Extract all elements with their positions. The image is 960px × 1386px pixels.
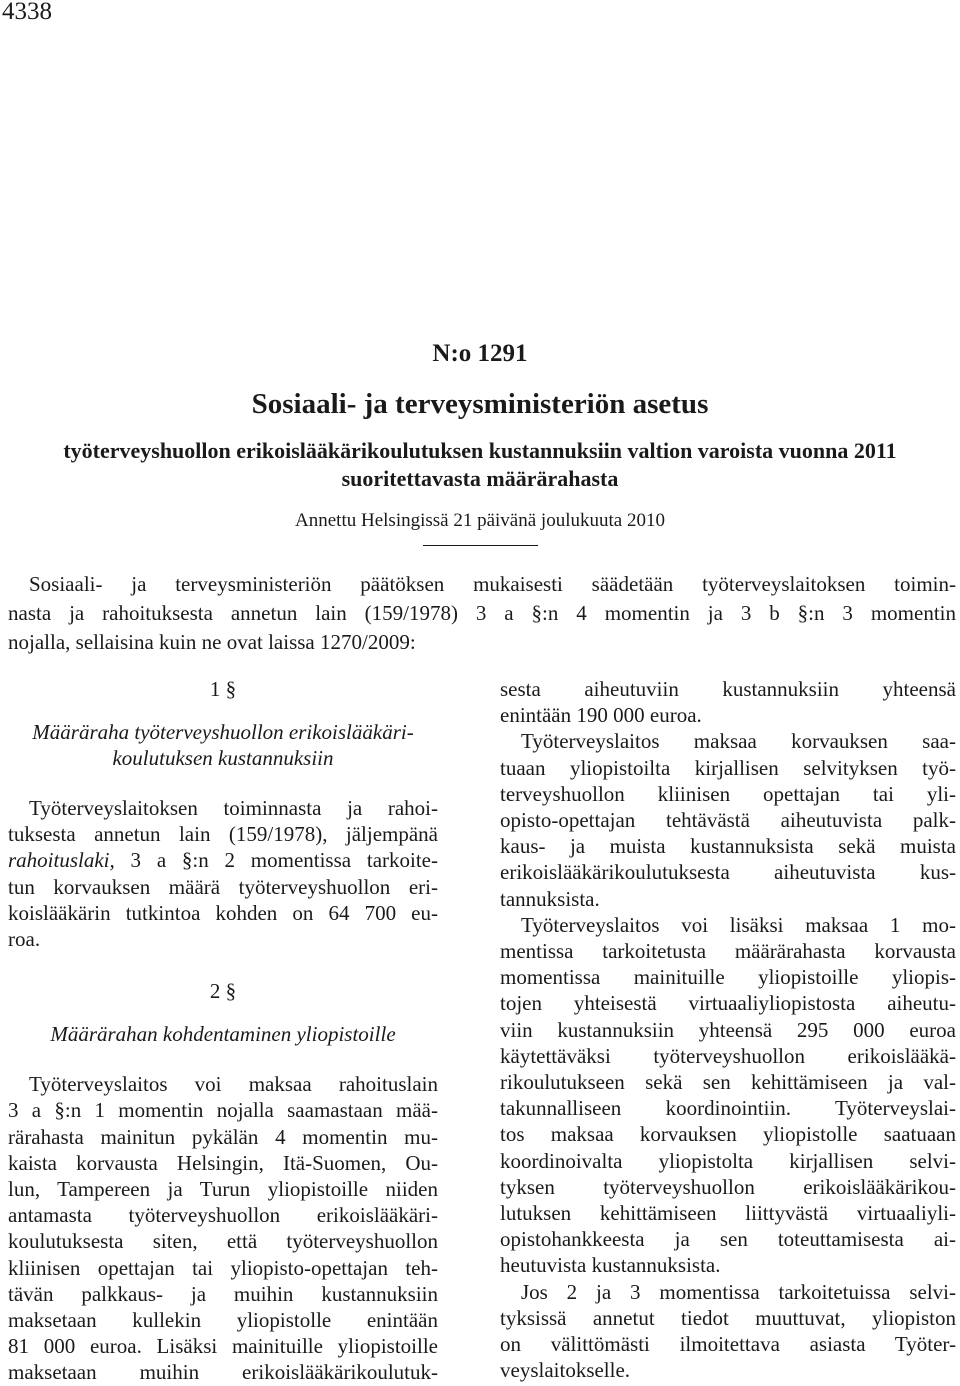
spacer — [8, 1047, 438, 1071]
preamble — [8, 570, 956, 657]
right-column-line: opisto-opettajan tehtävästä aiheutuvista palk- — [500, 808, 956, 833]
right-column-line: on välittömästi ilmoitettava asiasta Työter- — [500, 1332, 956, 1357]
right-column-line: tyksissä annetut tiedot muuttuvat, yliopiston — [500, 1305, 956, 1330]
section-2-line: Työterveyslaitos voi maksaa rahoituslain — [29, 1072, 438, 1097]
section-1-line: tun korvauksen määrä työterveyshuollon eri- — [8, 874, 438, 899]
right-column-line: tannuksista. — [500, 886, 600, 911]
right-column-line: viin kustannuksiin yhteensä 295 000 euroa — [500, 1017, 956, 1042]
section-1-line: tuksesta annetun lain (159/1978), jäljempänä — [8, 822, 438, 847]
right-column-line: koordinoivalta yliopistolta kirjallisen selvi- — [500, 1148, 956, 1173]
section-1-line: roa. — [8, 927, 41, 952]
section-2 — [8, 978, 438, 1385]
title-divider — [423, 545, 538, 546]
right-column-line: Työterveyslaitos maksaa korvauksen saa- — [521, 729, 956, 754]
document-title: Sosiaali- ja terveysministeriön asetus — [251, 388, 709, 420]
right-column-line: tyksen työterveyshuollon erikoislääkärikou- — [500, 1174, 956, 1199]
right-column — [500, 676, 956, 1383]
right-column-line: kaus- ja muista kustannuksista sekä muista — [500, 834, 956, 859]
section-2-line: 81 000 euroa. Lisäksi mainituille yliopistoille — [8, 1334, 438, 1359]
law-short-name: rahoituslaki, — [8, 848, 115, 873]
right-column-line: tos maksaa korvauksen yliopistolle saatuaan — [500, 1122, 956, 1147]
right-column-line: terveyshuollon kliinisen opettajan tai yli- — [500, 781, 956, 806]
section-2-line: maksetaan kullekin yliopistolle enintään — [8, 1308, 438, 1333]
document-subtitle — [0, 437, 960, 493]
section-2-line: kliinisen opettajan tai yliopisto-opettajan teh- — [8, 1255, 438, 1280]
right-column-line: mentissa tarkoitetusta määrärahasta korvausta — [500, 939, 956, 964]
right-column-line: enintään 190 000 euroa. — [500, 703, 702, 728]
preamble-line: Sosiaali- ja terveysministeriön päätöksen mukaisesti säädetään työterveyslaitoksen toimin- — [29, 572, 956, 596]
right-column-line: tuaan yliopistoilta kirjallisen selvityksen työ- — [500, 755, 956, 780]
right-column-line: opistohankkeesta ja sen toteuttamisesta ai- — [500, 1227, 956, 1252]
section-1-line — [8, 847, 438, 873]
section-1-line: koislääkärin tutkintoa kohden on 64 700 eu- — [8, 900, 438, 925]
section-2-heading: Määrärahan kohdentaminen yliopistoille — [50, 1022, 396, 1047]
left-column — [8, 676, 438, 1386]
section-1-heading: koulutuksen kustannuksiin — [112, 746, 334, 770]
right-column-line: erikoislääkärikoulutuksesta aiheutuvista kus- — [500, 860, 956, 885]
section-2-line: 3 a §:n 1 momentin nojalla saamastaan mää- — [8, 1098, 438, 1123]
section-1-line-rest: 3 a §:n 2 momentissa tarkoite- — [130, 848, 438, 873]
spacer — [8, 1004, 438, 1021]
section-2-line: maksetaan muihin erikoislääkärikoulutuk- — [8, 1360, 438, 1385]
section-1-heading: Määräraha työterveyshuollon erikoislääkäri- — [32, 720, 414, 744]
section-2-line: kaista korvausta Helsingin, Itä-Suomen, Ou- — [8, 1150, 438, 1175]
right-column-line: tojen yhteisestä virtuaaliyliopistosta aiheutu- — [500, 991, 956, 1016]
spacer — [8, 702, 438, 719]
right-column-line: heutuvista kustannuksista. — [500, 1253, 721, 1278]
spacer — [8, 952, 438, 978]
section-1-line: Työterveyslaitoksen toiminnasta ja rahoi- — [29, 796, 438, 820]
section-2-line: koulutuksesta siten, että työterveyshuollon — [8, 1229, 438, 1254]
preamble-line: nojalla, sellaisina kuin ne ovat laissa 1270/2009: — [8, 630, 416, 654]
section-2-line: antamasta työterveyshuollon erikoislääkäri- — [8, 1203, 438, 1228]
page-number: 4338 — [2, 0, 52, 25]
document-number: N:o 1291 — [432, 340, 528, 367]
subtitle-line: työterveyshuollon erikoislääkärikoulutuksen kustannuksiin valtion varoista vuonna 2011 — [63, 438, 897, 463]
preamble-line: nasta ja rahoituksesta annetun lain (159/1978) 3 a §:n 4 momentin ja 3 b §:n 3 momentin — [8, 601, 956, 625]
section-2-line: lun, Tampereen ja Turun yliopistoille niiden — [8, 1177, 438, 1202]
right-column-line: lutuksen kehittämiseen liittyvästä virtuaaliyli- — [500, 1201, 956, 1226]
right-column-line: veyslaitokselle. — [500, 1358, 631, 1383]
right-column-line: käytettäväksi työterveyshuollon erikoislääkä- — [500, 1043, 956, 1068]
section-2-number: 2 § — [209, 979, 237, 1004]
right-column-line: takunnalliseen koordinointiin. Työterveyslai- — [500, 1096, 956, 1121]
issue-date: Annettu Helsingissä 21 päivänä joulukuuta 2010 — [295, 510, 665, 531]
section-1-number: 1 § — [209, 677, 237, 701]
section-2-line: rärahasta mainitun pykälän 4 momentin mu- — [8, 1124, 438, 1149]
subtitle-line: suoritettavasta määrärahasta — [341, 466, 619, 491]
right-column-line: momentissa mainituille yliopistoille yliopis- — [500, 965, 956, 990]
right-column-line: Työterveyslaitos voi lisäksi maksaa 1 mo- — [521, 912, 956, 937]
section-2-line: tävän palkkaus- ja muihin kustannuksiin — [8, 1281, 438, 1306]
spacer — [8, 771, 438, 795]
section-1 — [8, 676, 438, 952]
right-column-line: rikoulutukseen sekä sen kehittämiseen ja val- — [500, 1070, 956, 1095]
right-column-line: Jos 2 ja 3 momentissa tarkoitetuissa selvi- — [521, 1279, 956, 1304]
right-column-line: sesta aiheutuviin kustannuksiin yhteensä — [500, 677, 956, 701]
